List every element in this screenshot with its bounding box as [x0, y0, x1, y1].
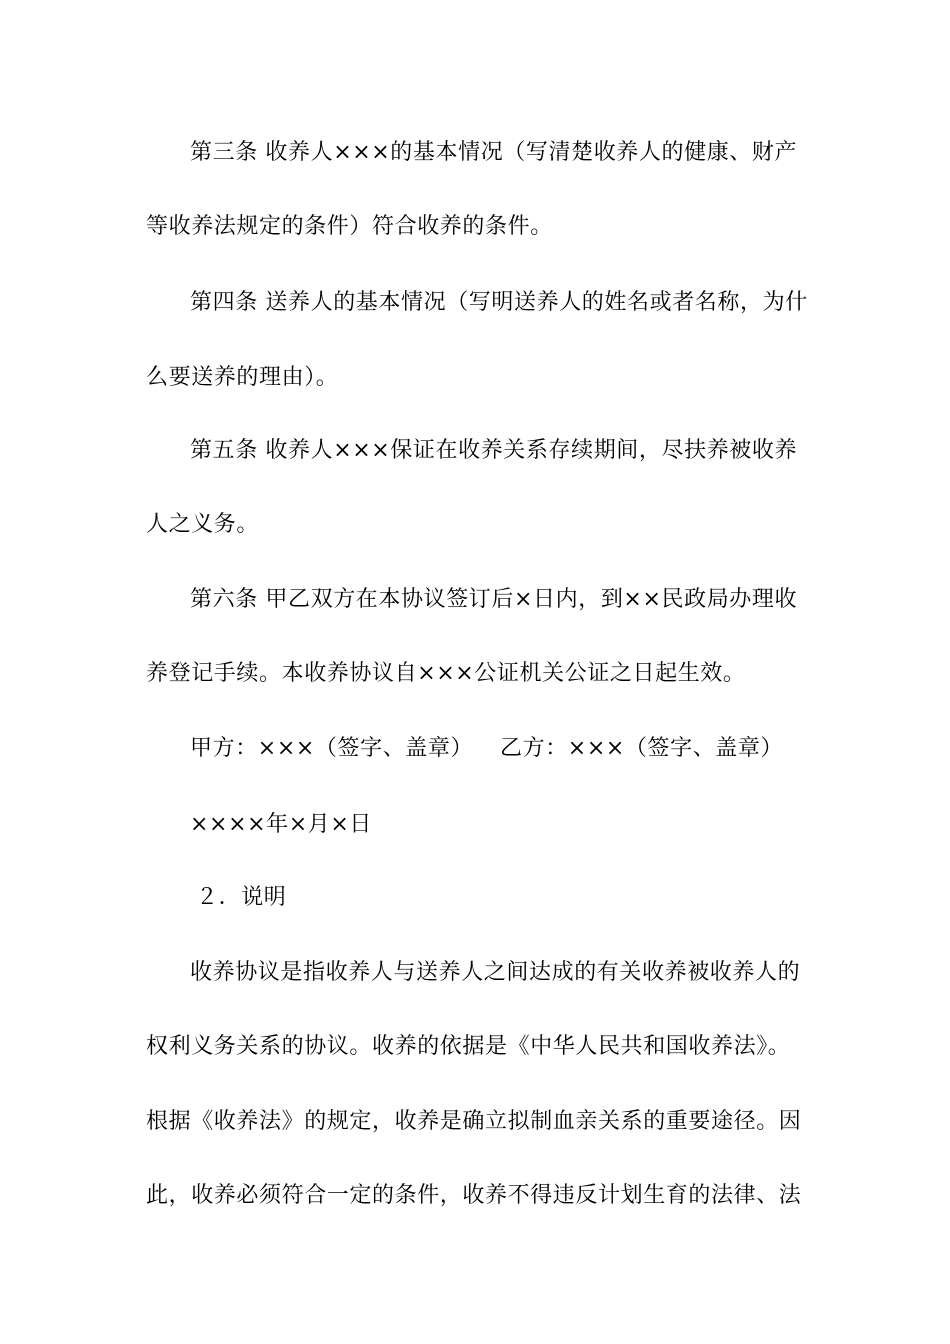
- article-5-line-2: 人之义务。: [146, 512, 260, 537]
- article-6-line-2: 养登记手续。本收养协议自×××公证机关公证之日起生效。: [146, 661, 746, 686]
- explanation-line-4: 此，收养必须符合一定的条件，收养不得违反计划生育的法律、法: [146, 1183, 802, 1208]
- signature-party-a: 甲方：×××（签字、盖章）: [190, 736, 474, 761]
- article-6-line-1: 第六条 甲乙双方在本协议签订后×日内，到××民政局办理收: [190, 587, 798, 612]
- section-heading: ２．说明: [196, 885, 287, 910]
- explanation-line-1: 收养协议是指收养人与送养人之间达成的有关收养被收养人的: [190, 960, 801, 985]
- explanation-line-3: 根据《收养法》的规定，收养是确立拟制血亲关系的重要途径。因: [146, 1109, 802, 1134]
- article-4-line-2: 么要送养的理由）。: [146, 365, 339, 390]
- signature-party-b: 乙方：×××（签字、盖章）: [500, 736, 784, 761]
- article-4-line-1: 第四条 送养人的基本情况（写明送养人的姓名或者名称，为什: [190, 290, 808, 315]
- explanation-line-2: 权利义务关系的协议。收养的依据是《中华人民共和国收养法》。: [146, 1034, 791, 1059]
- article-3-line-2: 等收养法规定的条件）符合收养的条件。: [146, 214, 553, 239]
- signature-date: ××××年×月×日: [190, 812, 373, 837]
- article-3-line-1: 第三条 收养人×××的基本情况（写清楚收养人的健康、财产: [190, 140, 798, 165]
- article-5-line-1: 第五条 收养人×××保证在收养关系存续期间，尽扶养被收养: [190, 438, 798, 463]
